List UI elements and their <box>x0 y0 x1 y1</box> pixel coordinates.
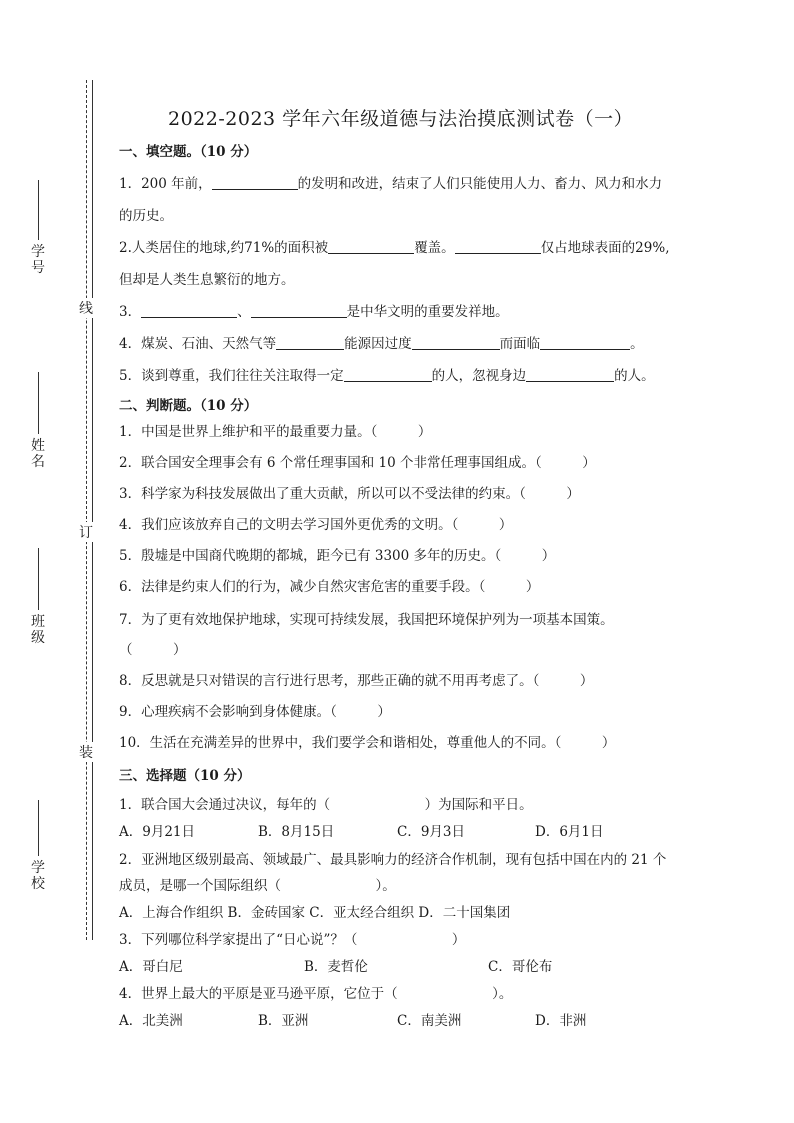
q1-blank[interactable] <box>212 175 298 190</box>
q2-text-b: 覆盖。 <box>414 240 455 256</box>
q3-blank-1[interactable] <box>141 303 237 318</box>
page-title: 2022-2023 学年六年级道德与法治摸底测试卷（一） <box>168 108 634 130</box>
binding-solid-line <box>92 80 93 940</box>
option-b[interactable]: B．8月15日 <box>258 824 335 840</box>
school-blank <box>38 800 39 856</box>
choice-q2-line2: 成员，是哪一个国际组织（ ）。 <box>119 878 396 894</box>
binding-char-bind: 装 <box>78 742 94 762</box>
class-label: 班级 <box>31 614 45 646</box>
fill-q3-line <box>119 300 509 320</box>
q4-text-b: 能源因过度 <box>344 336 412 352</box>
option-b[interactable]: B．麦哲伦 <box>304 959 368 975</box>
student-id-label: 学号 <box>31 244 45 276</box>
section3-heading: 三、选择题（10 分） <box>119 768 251 784</box>
fill-q4-line <box>119 332 644 352</box>
fill-q2-line1 <box>119 236 670 256</box>
option-b[interactable]: B．亚洲 <box>258 1013 309 1029</box>
q3-blank-2[interactable] <box>251 303 347 318</box>
name-blank <box>38 372 39 434</box>
choice-q1: 1．联合国大会通过决议，每年的（ ）为国际和平日。 <box>119 797 533 813</box>
judge-item-2: 2．联合国安全理事会有 6 个常任理事国和 10 个非常任理事国组成。（ ） <box>119 455 596 471</box>
binding-dashed-line <box>86 80 87 940</box>
student-id-blank <box>38 180 39 240</box>
judge-item-3: 3．科学家为科技发展做出了重大贡献，所以可以不受法律的约束。（ ） <box>119 486 580 502</box>
choice-q3: 3．下列哪位科学家提出了“日心说”？（ ） <box>119 932 466 948</box>
judge-item-1: 1．中国是世界上维护和平的最重要力量。（ ） <box>119 424 432 440</box>
q3-text-a: 3． <box>119 304 142 320</box>
option-d[interactable]: D．6月1日 <box>535 824 604 840</box>
q2-text-a: 2.人类居住的地球,约71%的面积被 <box>119 240 329 256</box>
q4-blank-1[interactable] <box>276 335 344 350</box>
option-c[interactable]: C．南美洲 <box>397 1013 462 1029</box>
q5-blank-1[interactable] <box>344 367 432 382</box>
judge-item-9: 9．心理疾病不会影响到身体健康。（ ） <box>119 704 391 720</box>
binding-char-line: 线 <box>78 298 94 318</box>
judge-item-10: 10．生活在充满差异的世界中，我们要学会和谐相处，尊重他人的不同。（ ） <box>119 735 616 751</box>
q2-text-c: 仅占地球表面的29%, <box>540 240 670 256</box>
q4-text-c: 而面临 <box>499 336 541 352</box>
q3-text-c: 是中华文明的重要发祥地。 <box>346 304 509 320</box>
option-c[interactable]: C．哥伦布 <box>488 959 553 975</box>
judge-item-4: 4．我们应该放弃自己的文明去学习国外更优秀的文明。（ ） <box>119 517 513 533</box>
q4-blank-2[interactable] <box>412 335 500 350</box>
q5-blank-2[interactable] <box>526 367 614 382</box>
judge-item-8: 8．反思就是只对错误的言行进行思考，那些正确的就不用再考虑了。（ ） <box>119 673 594 689</box>
q2-blank-1[interactable] <box>328 239 414 254</box>
q5-text-a: 5．谈到尊重，我们往往关注取得一定 <box>119 368 344 384</box>
q5-text-c: 的人。 <box>614 368 655 384</box>
fill-q2-line2: 但却是人类生息繁衍的地方。 <box>119 272 295 288</box>
q4-blank-3[interactable] <box>540 335 630 350</box>
judge-item-6: 6．法律是约束人们的行为，减少自然灾害危害的重要手段。（ ） <box>119 579 540 595</box>
choice-q4: 4．世界上最大的平原是亚马逊平原，它位于（ ）。 <box>119 986 513 1002</box>
fill-q1-line2: 的历史。 <box>119 208 173 224</box>
fill-q5-line <box>119 364 655 384</box>
section1-heading: 一、填空题。（10 分） <box>119 144 258 160</box>
option-c[interactable]: C．9月3日 <box>397 824 466 840</box>
name-label: 姓名 <box>31 438 45 470</box>
option-a[interactable]: A．哥白尼 <box>119 959 183 975</box>
q4-text-d: 。 <box>630 336 644 352</box>
judge-item-7: 7．为了更有效地保护地球，实现可持续发展，我国把环境保护列为一项基本国策。 <box>119 612 614 628</box>
binding-char-staple: 订 <box>78 522 94 542</box>
school-label: 学校 <box>31 860 45 892</box>
q4-text-a: 4．煤炭、石油、天然气等 <box>119 336 277 352</box>
option-a[interactable]: A．9月21日 <box>119 824 196 840</box>
section2-heading: 二、判断题。（10 分） <box>119 398 258 414</box>
fill-q1-line1 <box>119 172 662 192</box>
q5-text-b: 的人，忽视身边 <box>431 368 527 384</box>
class-blank <box>38 548 39 610</box>
judge-item-5: 5．殷墟是中国商代晚期的都城，距今已有 3300 多年的历史。（ ） <box>119 548 556 564</box>
judge-item-7-paren: （ ） <box>119 642 187 658</box>
choice-q2-options[interactable]: A．上海合作组织 B．金砖国家 C．亚太经合组织 D．二十国集团 <box>119 905 511 921</box>
q2-blank-2[interactable] <box>455 239 541 254</box>
q3-text-b: 、 <box>237 304 251 320</box>
q1-text-b: 的发明和改进，结束了人们只能使用人力、畜力、风力和水力 <box>297 176 663 192</box>
option-a[interactable]: A．北美洲 <box>119 1013 183 1029</box>
choice-q2-line1: 2．亚洲地区级别最高、领域最广、最具影响力的经济合作机制，现有包括中国在内的 21 个 <box>119 852 667 868</box>
q1-text-a: 1．200 年前， <box>119 176 212 192</box>
option-d[interactable]: D．非洲 <box>535 1013 587 1029</box>
